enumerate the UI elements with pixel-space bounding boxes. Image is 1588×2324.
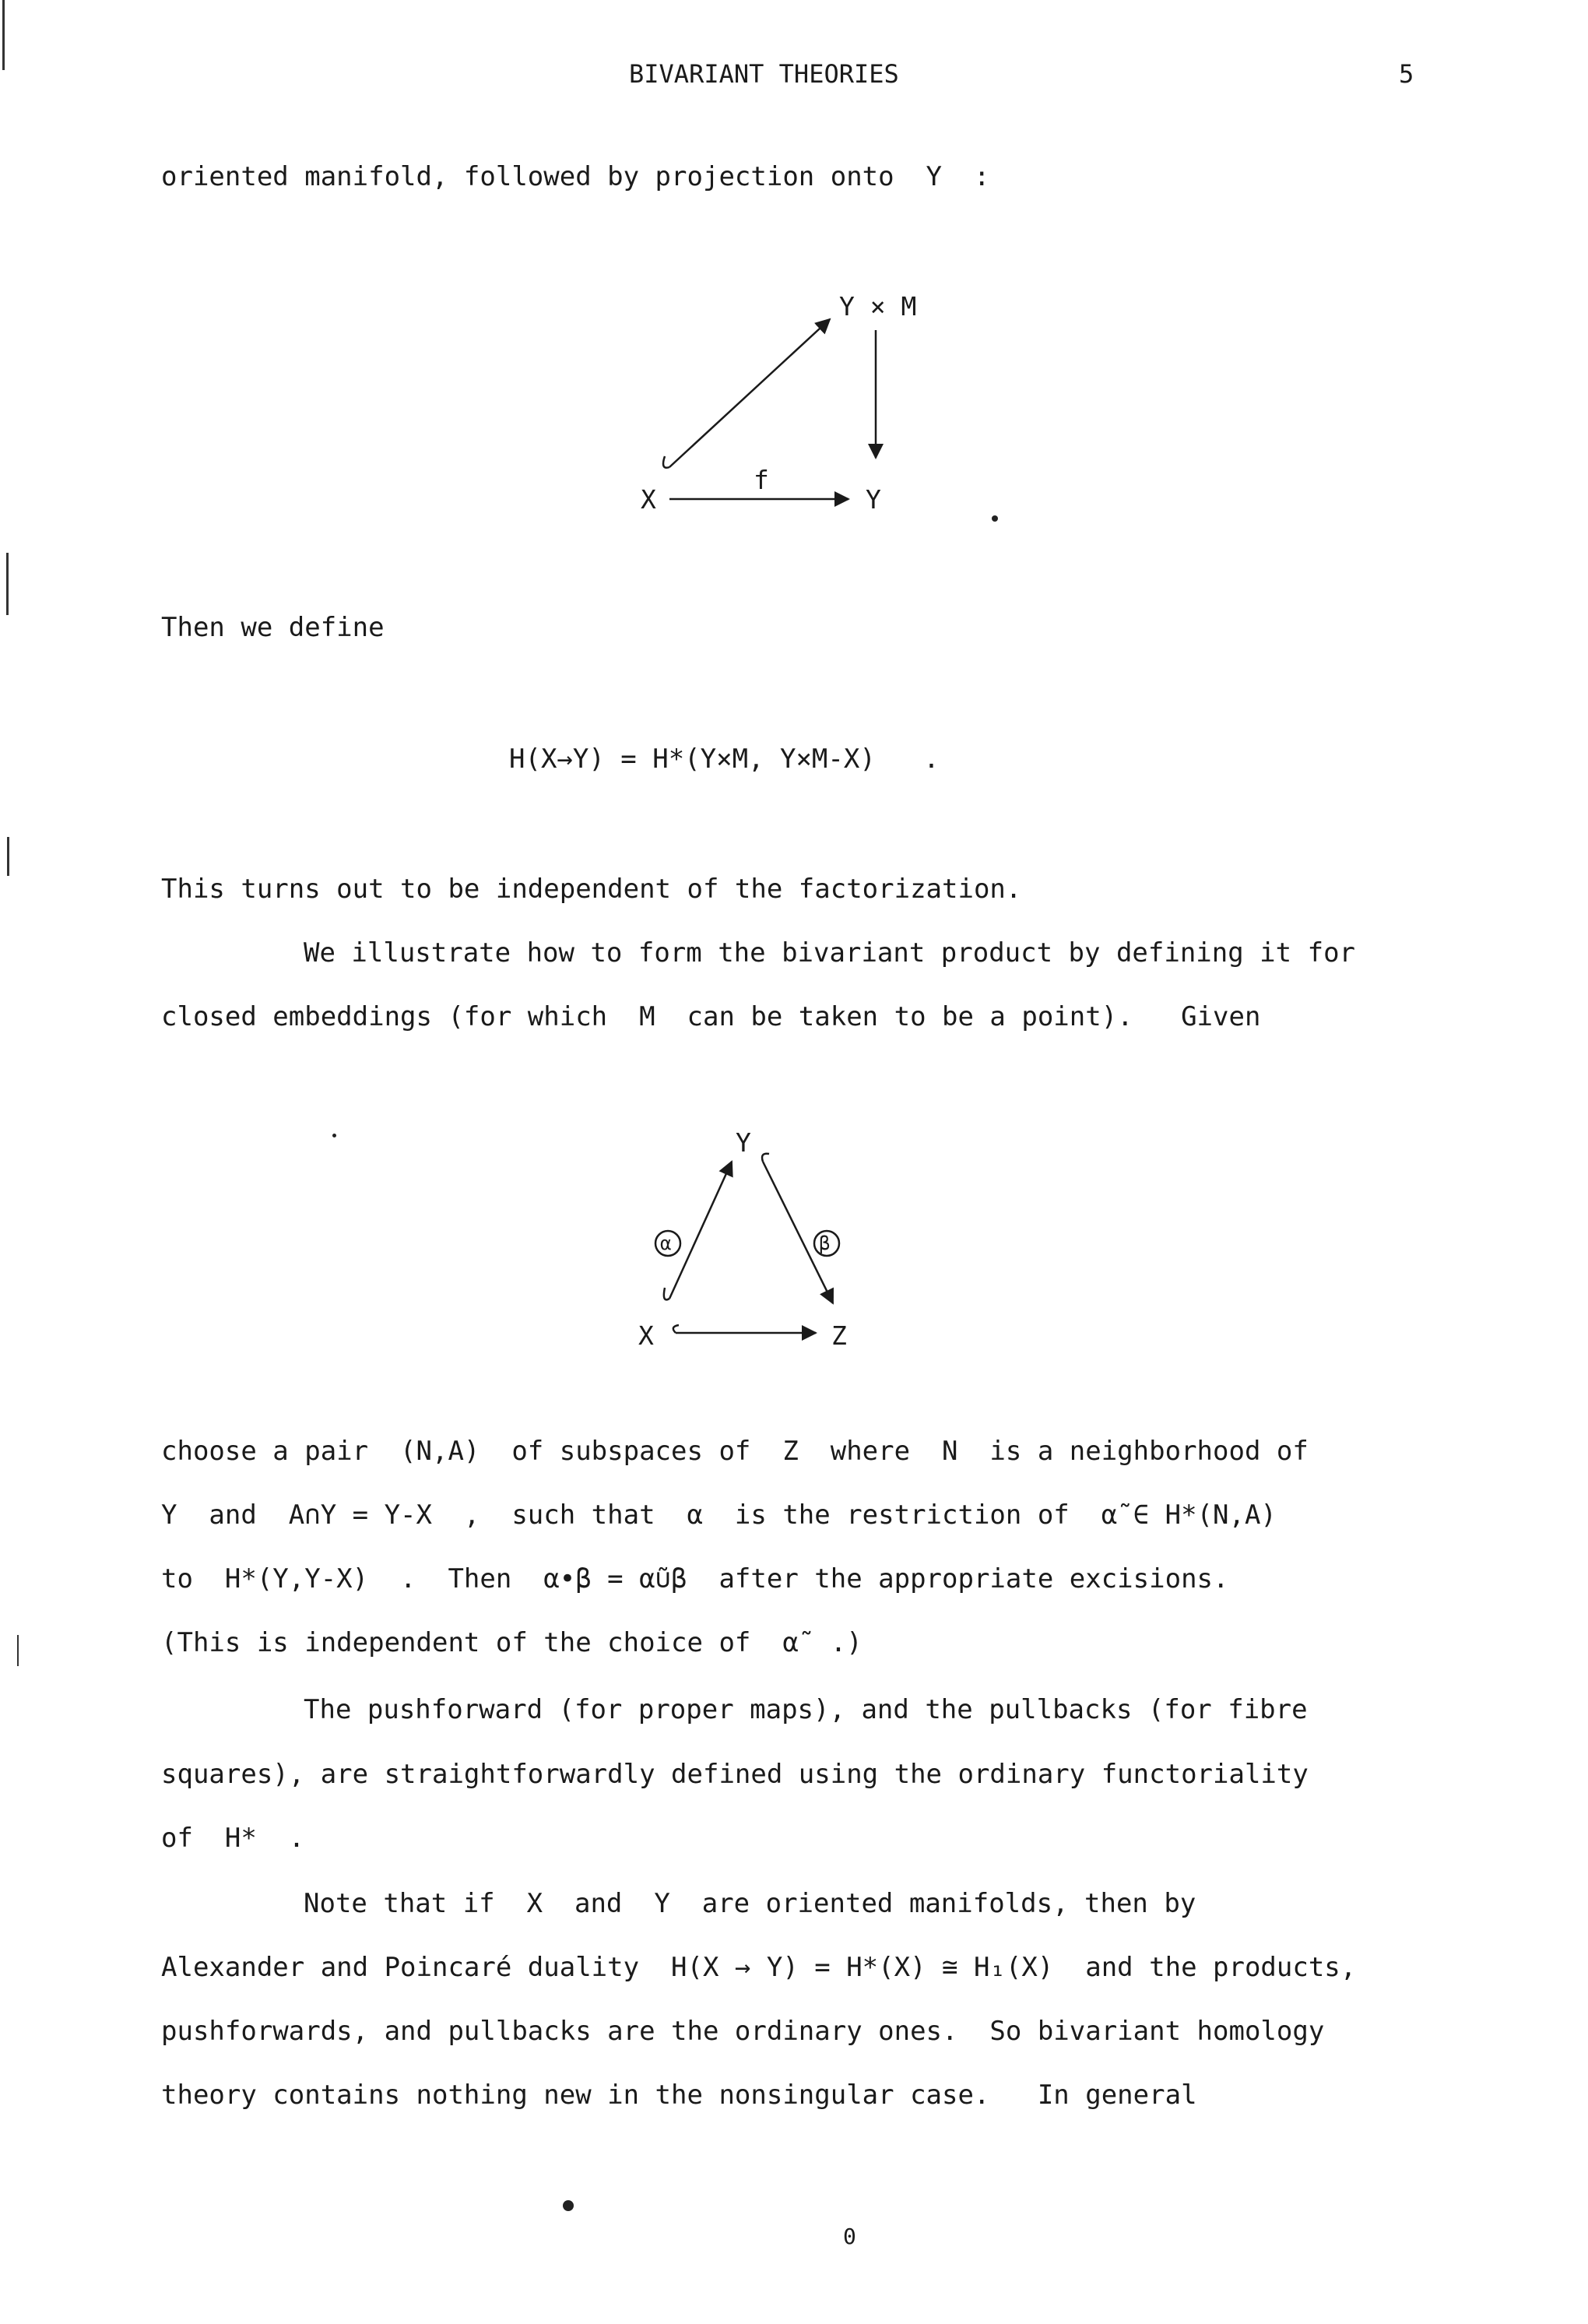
footer-mark: 0 [843,2224,856,2249]
page-number: 5 [1399,59,1414,89]
beta-label: β [819,1232,831,1254]
text-line: choose a pair (N,A) of subspaces of Z where N is a neighborhood of [161,1436,1309,1467]
text-line: The pushforward (for proper maps), and the pullbacks (for fibre [304,1694,1308,1725]
scan-margin-line [7,837,9,876]
text-line: oriented manifold, followed by projection onto Y : [161,161,990,192]
running-title: BIVARIANT THEORIES [629,59,899,89]
diagram2-right-label: Z [831,1320,847,1351]
text-line: We illustrate how to form the bivariant product by defining it for [304,937,1356,969]
stray-dot [992,515,998,522]
alpha-label: α [660,1232,672,1254]
text-line: squares), are straightforwardly defined using the ordinary functoriality [161,1759,1309,1790]
diagram1-top-label: Y × M [839,291,917,322]
diagram1-left-label: X [641,484,656,515]
stray-dot [563,2200,574,2211]
text-line: This turns out to be independent of the factorization. [161,874,1022,905]
diagram1-arrow-label: f [754,465,769,495]
scan-margin-line [6,553,9,615]
hook-tail [664,1288,669,1299]
text-line: closed embeddings (for which M can be taken to be a point). Given [161,1001,1261,1032]
text-line: Then we define [161,612,385,643]
diagram2-top-label: Y [736,1127,751,1158]
hook-tail [673,1325,679,1333]
text-line: to H*(Y,Y-X) . Then α•β = α̃∪β after the appropriate excisions. [161,1563,1229,1594]
text-line: (This is independent of the choice of α̃ .) [161,1627,863,1658]
definition-formula: H(X→Y) = H*(Y×M, Y×M-X) . [509,744,940,775]
text-line: Note that if X and Y are oriented manifolds, then by [304,1888,1196,1919]
text-line: Y and A∩Y = Y-X , such that α is the restriction of α̃ ∈ H*(N,A) [161,1500,1277,1531]
text-line: Alexander and Poincaré duality H(X → Y) = H*(X) ≅ H₁(X) and the products, [161,1952,1357,1983]
diagram2-left-label: X [638,1320,654,1351]
stray-dot [332,1134,336,1137]
scan-margin-line [17,1635,19,1666]
hook-tail [762,1154,769,1162]
diagram1-right-label: Y [866,484,881,515]
text-line: pushforwards, and pullbacks are the ordinary ones. So bivariant homology [161,2016,1325,2047]
scan-margin-line [2,0,5,70]
embedding-arrow [669,319,830,467]
text-line: theory contains nothing new in the nonsingular case. In general [161,2080,1197,2111]
hook-tail [663,456,669,468]
text-line: of H* . [161,1823,305,1854]
alpha-arrow [669,1162,732,1299]
